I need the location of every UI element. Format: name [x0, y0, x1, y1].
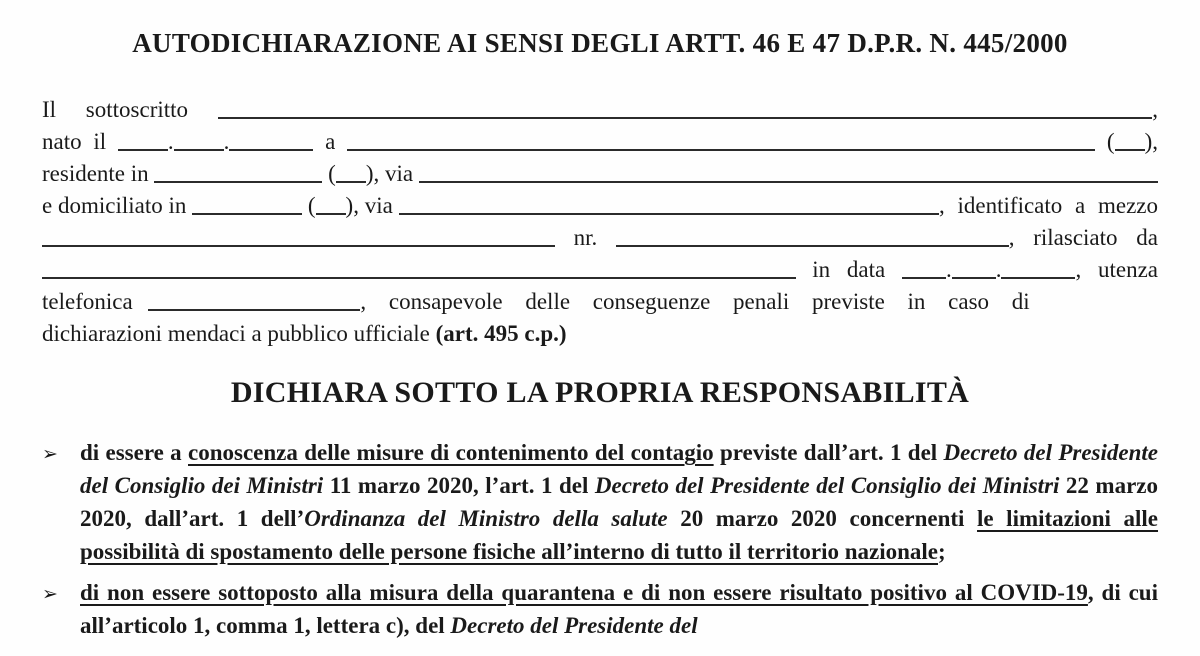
text-segment: (: [302, 193, 316, 218]
field-anno-rilascio: [1001, 277, 1075, 279]
field-via-residenza: [419, 181, 1158, 183]
text-segment: , utenza: [1075, 257, 1158, 282]
text-segment: ), via: [345, 193, 399, 218]
field-comune-domicilio: [192, 213, 302, 215]
field-comune-residenza: [154, 181, 322, 183]
text-segment: di non essere sottoposto alla misura della quarantena e di non essere risultato positivo al COVID-19: [80, 580, 1088, 605]
line-sottoscritto: [42, 93, 1158, 125]
field-mese-nascita: [174, 149, 224, 151]
declaration-text: [80, 436, 1158, 568]
text-segment: ,: [1152, 97, 1158, 122]
field-numero-documento: [616, 245, 1009, 247]
declaration-item-2: [42, 576, 1158, 642]
text-segment: residente in: [42, 161, 155, 186]
text-segment: 20 marzo 2020 concernenti: [667, 506, 978, 531]
text-segment: conoscenza delle misure di contenimento del contagio: [188, 440, 714, 465]
field-luogo-nascita: [347, 149, 1095, 151]
text-segment: Decreto del Presidente del: [450, 613, 698, 638]
field-mese-rilascio: [952, 277, 996, 279]
declarations-list: [42, 436, 1158, 642]
line-residenza: [42, 157, 1158, 189]
text-segment: ;: [938, 539, 946, 564]
section-heading: DICHIARA SOTTO LA PROPRIA RESPONSABILITÀ: [230, 376, 970, 409]
text-segment: .: [167, 129, 174, 154]
line-domicilio: [42, 189, 1158, 221]
field-anno-nascita: [229, 149, 313, 151]
text-segment: , rilasciato da: [1008, 225, 1158, 250]
text-segment: di essere a: [80, 440, 188, 465]
text-segment: 11 marzo 2020, l’art. 1 del: [323, 473, 595, 498]
text-segment: , di cui all’articolo 1, comma 1, lettera c), del: [80, 580, 1158, 638]
text-segment: previste dall’art. 1 del: [713, 440, 944, 465]
text-segment: in data: [795, 257, 902, 282]
line-documento: [42, 221, 1158, 253]
line-rilascio: [42, 253, 1158, 285]
text-segment: ),: [1144, 129, 1158, 154]
text-segment: nato il: [42, 129, 118, 154]
line-mendaci: [42, 317, 1158, 349]
bullet-arrow-icon: ➢: [42, 583, 58, 605]
text-segment: ), via: [365, 161, 419, 186]
text-segment: (: [322, 161, 336, 186]
text-segment: (: [1095, 129, 1115, 154]
text-segment: telefonica: [42, 289, 149, 314]
field-provincia-residenza: [336, 181, 366, 183]
text-segment: .: [995, 257, 1002, 282]
line-nascita: [42, 125, 1158, 157]
text-segment: a: [313, 129, 348, 154]
text-segment: Decreto del Presidente del Consiglio dei Ministri: [80, 440, 1158, 498]
field-provincia-domicilio: [316, 213, 346, 215]
text-segment: dichiarazioni mendaci a pubblico ufficiale: [42, 321, 436, 346]
declaration-item-1: [42, 436, 1158, 568]
text-segment: , consapevole delle conseguenze penali previste in caso di: [360, 289, 1030, 314]
field-telefono: [148, 309, 360, 311]
text-segment: .: [945, 257, 952, 282]
field-via-domicilio: [399, 213, 939, 215]
text-segment: (art. 495 c.p.): [435, 321, 567, 346]
field-giorno-nascita: [118, 149, 168, 151]
text-segment: Decreto del Presidente del Consiglio dei Ministri: [594, 473, 1060, 498]
field-provincia-nascita: [1115, 149, 1145, 151]
field-tipo-documento: [42, 245, 555, 247]
text-segment: .: [223, 129, 230, 154]
text-segment: e domiciliato in: [42, 193, 193, 218]
bullet-arrow-icon: ➢: [42, 443, 58, 465]
text-segment: Il sottoscritto: [42, 97, 218, 122]
personal-data-section: [42, 93, 1158, 349]
declaration-text: [80, 576, 1158, 642]
document-title: AUTODICHIARAZIONE AI SENSI DEGLI ARTT. 46 E 47 D.P.R. N. 445/2000: [132, 28, 1068, 58]
field-nome-cognome: [218, 117, 1152, 119]
line-telefono: [42, 285, 1158, 317]
field-ente-rilascio: [42, 277, 796, 279]
text-segment: 22 marzo 2020, dall’art. 1 dell’: [80, 473, 1158, 531]
text-segment: le limitazioni alle possibilità di spostamento delle persone fisiche all’interno di tutto il territorio nazionale: [80, 506, 1159, 564]
text-segment: Ordinanza del Ministro della salute: [304, 506, 668, 531]
text-segment: nr.: [554, 225, 616, 250]
text-segment: , identificato a mezzo: [939, 193, 1158, 218]
field-giorno-rilascio: [902, 277, 946, 279]
